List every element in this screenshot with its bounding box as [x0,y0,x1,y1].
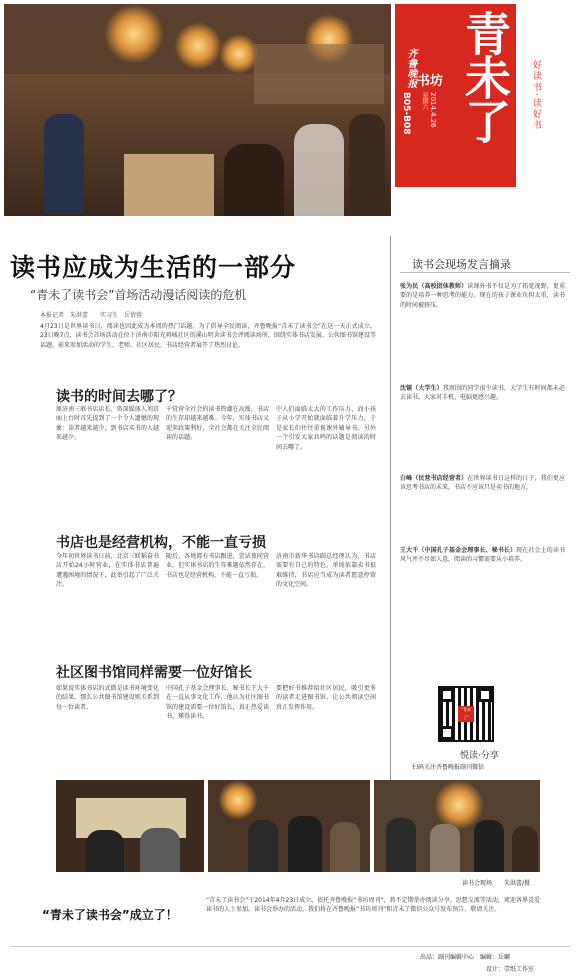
issue-weekday: 星期六 [421,92,428,110]
qr-code[interactable] [438,686,494,742]
column-divider [390,236,391,780]
share-label: 悦读·分享 [460,751,499,761]
body-column: 济南市新华书店副总经理认为，书店需要有自己的特色，单纯依靠卖书很难维持，书店应当成为读者愿意停留的文化空间。 [276,553,376,589]
footer-publisher: 出品：副刊编辑中心 编辑：岳麟 [420,954,511,961]
quote-speaker: 白峰（民营书店经营者） [400,475,468,482]
quote-speaker: 沈镇（大学生） [400,385,443,392]
quote-speaker: 王大千（中国孔子基金会理事长、秘书长） [400,547,517,554]
body-column: 原济南三联书店店长、资深媒体人刘京丽上台时首先提到了一个令人遗憾的现象：读者越来越少，到书店买书的人越来越少。 [56,406,159,442]
section-title: 读书的时间去哪了？ [56,389,182,405]
footer-rule [10,946,570,947]
quote-text: 在世界读书日这样的日子，我们更应该思考书店的未来，书店不应该只是卖书的地方。 [400,475,565,492]
footer-design: 设计：壹纸工作室 [486,966,535,973]
body-column: 中人们面临太大的工作压力，而小孩子从小学开始就面临着升学压力，于是家长们往往重视课外辅导书。另外一个引发大家共鸣的话题是阅读的时间去哪了。 [276,406,376,451]
event-photo [374,780,540,872]
masthead-title: 青未了 [458,10,512,142]
top-photo [4,4,391,216]
body-column: 随后，各地都有书店跟进，尝试夜间营业。但实体书店的生存难题依然存在，书店也是经营机构，不能一直亏损。 [166,553,269,579]
slogan: 好读书·读好书 [531,60,541,131]
event-photo [208,780,370,872]
section-title: 社区图书馆同样需要一位好馆长 [56,665,252,681]
quote-text: 读课外书不仅是为了拓宽视野，更重要的是培养一种思考的能力。现在的孩子课业负担太重，读书的时间被挤压。 [400,283,565,309]
quote-speaker: 张为民（高校团体教师） [400,283,468,290]
issue-date: 2014.4.26 [429,92,437,128]
sidebar-title: 读书会现场发言摘录 [412,258,511,271]
body-column: 千赏营全社会的读书热潮在高涨，书店的生存却越来越难。今年，实体书店又迎来政策利好，全社会都在关注全民阅读的话题。 [166,406,269,442]
quote-block [400,474,565,540]
body-column: 中国孔子基金会理事长、秘书长王大千在一直从事文化工作，他认为社区图书馆的建设需要一位好馆长，真正热爱读书、懂得读书。 [166,685,269,721]
masthead-banner [395,4,516,187]
qr-caption: 扫码关注齐鲁晚报副刊微信 [412,764,485,771]
body-column: 如果说实体书店的式微是读书环境变化的结果，那么公共图书馆建设则关系到每一位读者。 [56,685,159,711]
page-range: B05-B08 [401,92,411,135]
sub-headline: “青未了读书会”首场活动漫话阅读的危机 [30,288,247,302]
brand-logo: 齐鲁晚报 [405,48,416,88]
founded-headline: “青未了读书会”成立了！ [42,908,178,922]
quote-block [400,546,565,676]
section-title: 书店也是经营机构，不能一直亏损 [56,535,266,551]
qr-brand: “青未了” [458,706,474,722]
body-column: 今年初世界读书日前，北京三联韬奋书店开始24小时营业，在实体书店普遍遭遇困境的情况下，此举引起了广泛关注。 [56,553,159,589]
photo-credit: 读书会现场 朱洪蕾/摄 [462,880,531,887]
sidebar-rule [400,272,570,273]
quote-text: 我周围的同学很少读书，大学生有时间都未必去读书，大家对手机、电脑更感兴趣。 [400,385,565,402]
quote-block [400,282,565,378]
quote-text: 现在社会上的读书风气并不尽如人意，阅读的习惯需要从小培养。 [400,547,565,564]
founded-notice: “青未了读书会”于2014年4月23日成立，依托齐鲁晚报“书坊周刊”，将不定期举办阅读分享、思想交流等活动，欢迎各界喜爱读书的人士参加。读书会举办的活动、我们将在齐鲁晚报“书坊周刊”和青未了微信公众号发布预告，敬请关注。 [206,897,540,914]
section-name: 书坊 [417,74,444,89]
main-headline: 读书应成为生活的一部分 [10,253,297,282]
event-photo [56,780,204,872]
byline: 本报记者 朱洪蕾 实习生 岳倩蓉 [40,312,143,319]
quote-block [400,384,565,468]
lead-paragraph: 4月23日是世界读书日，阅读也因此成为本周的热门话题。为了倡导全民阅读，齐鲁晚报“青未了读书会”在这一天正式成立。23日晚7点，读书会首场活动在位于济南市阳光舜城社区的溪山明舍读书会评阅读场所，围绕实体书店发展、公共图书馆建设等话题，前来参加活动的学生、老师、社区居民、书店经营者展开了热烈讨论。 [40,323,376,349]
body-column: 要把好书推荐给社区居民，吸引更多的读者走进图书馆，让公共阅读空间真正发挥作用。 [276,685,376,711]
